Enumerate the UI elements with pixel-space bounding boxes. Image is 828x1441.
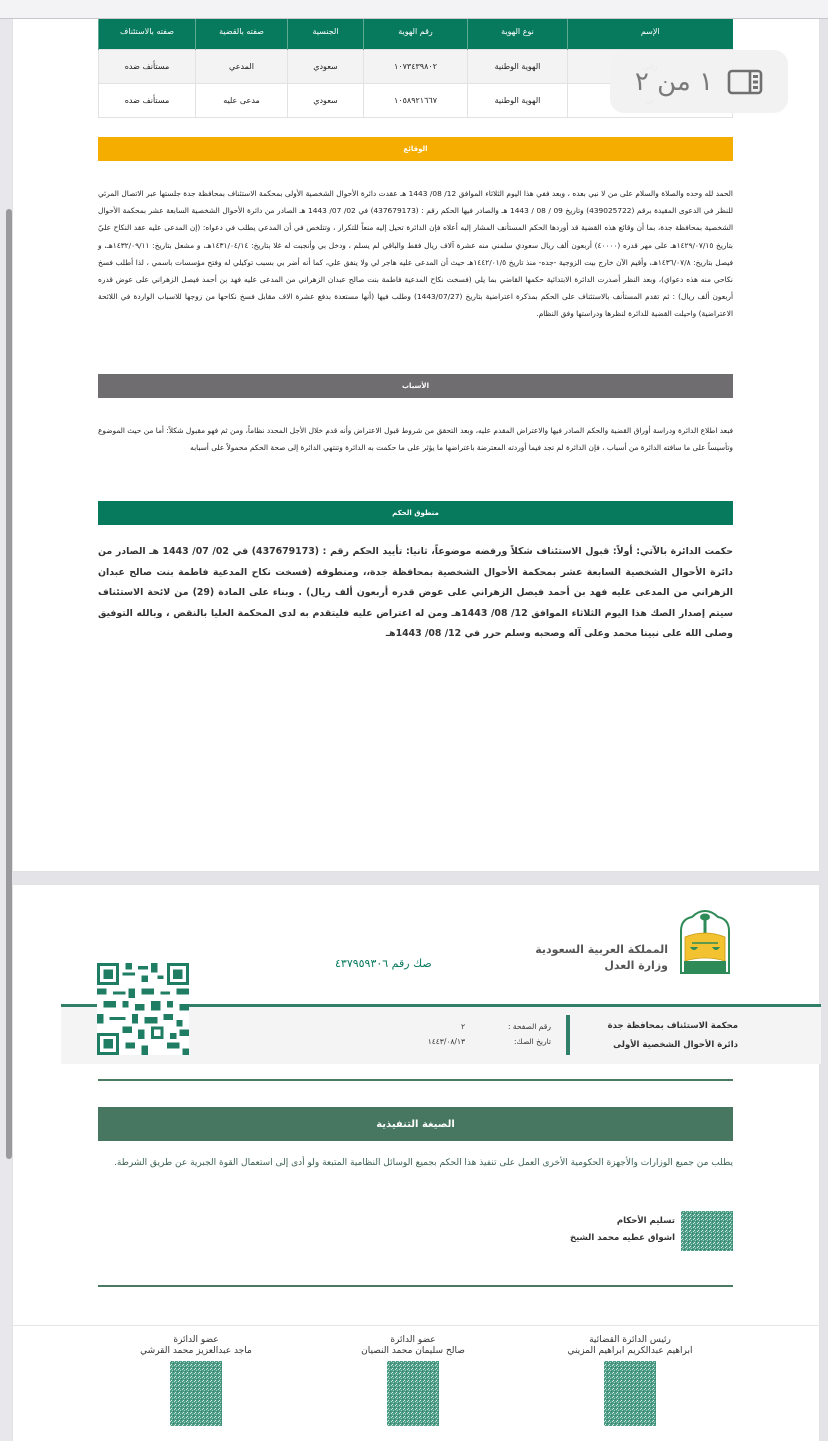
cell-case-role: مدعى عليه xyxy=(196,83,288,117)
page-number-row xyxy=(393,1019,551,1034)
cell-id-type: الهوية الوطنية xyxy=(468,83,568,117)
delivery-title: تسليم الأحكام xyxy=(616,1216,675,1226)
cell-case-role: المدعي xyxy=(196,49,288,83)
cell-appeal-role: مستأنف ضده xyxy=(99,49,196,83)
delivery-officer xyxy=(483,1213,675,1247)
court-divider xyxy=(566,1015,570,1055)
signature-role: عضو الدائرة xyxy=(173,1335,219,1345)
cell-id-number: ١٠٧٣٤٣٩٨٠٢ xyxy=(364,49,468,83)
viewer-top-bar xyxy=(0,0,828,19)
kingdom-name: المملكة العربية السعودية xyxy=(535,943,668,956)
deed-number: صك رقم ٤٣٧٩٥٩٣٠٦ xyxy=(335,957,432,970)
col-id-number: رقم الهوية xyxy=(364,15,468,49)
page-indicator-text: ١ من ٢ xyxy=(634,66,714,97)
signature-member-1 xyxy=(303,1335,523,1426)
col-case-role: صفته بالقضية xyxy=(196,15,288,49)
page-number-label: رقم الصفحة : xyxy=(507,1022,551,1031)
reasons-section-header: الأسباب xyxy=(98,374,733,398)
cell-id-type: الهوية الوطنية xyxy=(468,49,568,83)
signature-role: رئيس الدائرة القضائية xyxy=(589,1335,671,1345)
signature-stamp-code xyxy=(170,1361,222,1426)
col-appeal-role: صفته بالاستئناف xyxy=(99,15,196,49)
delivery-name: اشواق عطيه محمد الشيخ xyxy=(569,1233,675,1243)
facts-section-header: الوقائع xyxy=(98,137,733,161)
qr-code[interactable] xyxy=(97,963,189,1055)
page-indicator[interactable] xyxy=(610,50,788,113)
deed-date-label: تاريخ الصك: xyxy=(513,1037,551,1046)
court-details xyxy=(573,1017,738,1055)
col-nationality: الجنسية xyxy=(288,15,364,49)
cell-nationality: سعودي xyxy=(288,49,364,83)
cell-nationality: سعودي xyxy=(288,83,364,117)
deed-meta xyxy=(393,1019,551,1049)
court-name: محكمة الاستئناف بمحافظة جدة xyxy=(607,1021,738,1031)
signature-role: عضو الدائرة xyxy=(390,1335,436,1345)
signature-stamp-code xyxy=(604,1361,656,1426)
execution-section-header: الصيغة التنفيذية xyxy=(98,1107,733,1141)
sidebar-panel-icon[interactable] xyxy=(727,69,763,95)
document-page-2 xyxy=(12,884,820,1441)
facts-text: الحمد لله وحده والصلاة والسلام على من لا نبي بعده ، وبعد ففي هذا اليوم الثلاثاء الموافق 12/ 08/ 1443 هـ عقدت دائرة الأحوال الشخصية الأولى بمحكمة الاستئناف بمحافظة جدة جلستها عبر الاتصال المرئي للنظر في الدعوى المقيدة برقم (439025722) وتاريخ 09 / 08 / 1443 هـ والصادر فيها الحكم رقم : (437679173) في 02/ 07/ 1443 هـ الصادر من دائرة الأحوال الشخصية السابعة عشر بمحكمة الأحوال الشخصية بمحافظة جدة، بما أن وقائع هذه القضية قد أوردها الحكم المستأنف المشار إليه أعلاه فإن الدائرة تحيل إليه منعاً للتكرار ، وتتلخص في أن المدعي يطلب في دعواه: (إن المدعى عليه عقد النكاح عليّ بتاريخ ١٤٢٩/٠٧/١٥هـ على مهر قدره (٤٠٠٠٠) أربعون ألف ريال سعودي سلمني منه عشرة آلاف ريال فقط والباقي لم يسلم ، ودخل بي وأنجبت له غلا بتاريخ: ١٤٣١/٠٤/١٤هـ، و مشعل بتاريخ: ١٤٣٢/٠٩/١١هـ، و فيصل بتاريخ: ١٤٣٦/٠٧/٨هـ، وأقيم الآن خارج بيت الزوجية -جده- منذ تاريخ ١٤٤٢/٠١/٥هـ حيث أن المدعى عليه هاجر لي ولا ينفق علي، كما أنه أضر بي بسبب توكيلي له وفتح مؤسسات باسمي ، لذا أطلب فسخ نكاحي منه هذه دعواي)، وبعد النظر أصدرت الدائرة الابتدائية حكمها القاضي بما يلي (فسخت نكاح المدعية فاطمة بنت صالح عبدان الزهراني من المدعى عليه فهد بن أحمد فيصل الزهراني على عوض قدره أربعون ألف ريال) : ثم تقدم المستأنف بالاستئناف على الحكم بمذكرة اعتراضية بتاريخ (1443/07/27) وطلب فيها (أنها مستعدة بدفع عشرة الاف مقابل فسخ نكاحها من زوجها للاسباب الواردة في اللائحة الاعتراضية) واحيلت القضية للدائرة لنظرها ودراستها وفق النظام. xyxy=(98,189,733,319)
col-id-type: نوع الهوية xyxy=(468,15,568,49)
signature-name: صالح سليمان محمد النصيان xyxy=(361,1346,465,1356)
signature-member-2 xyxy=(86,1335,306,1426)
execution-text: يطلب من جميع الوزارات والأجهزة الحكومية الأخرى العمل على تنفيذ هذا الحكم بجميع الوسائل النظامية المتبعة ولو أدى إلى استعمال القوة الجبرية عن طريق الشرطة. xyxy=(114,1158,733,1168)
signature-stamp-code xyxy=(387,1361,439,1426)
signature-head xyxy=(520,1335,740,1426)
page-number-value: ٢ xyxy=(460,1022,465,1031)
signature-name: ابراهيم عبدالكريم ابراهيم المزيني xyxy=(567,1346,693,1356)
circuit-name: دائرة الأحوال الشخصية الأولى xyxy=(613,1040,738,1050)
document-page-1 xyxy=(12,0,820,872)
reasons-text: فبعد اطلاع الدائرة ودراسة أوراق القضية والحكم الصادر فيها والاعتراض المقدم عليه، وبعد التحقق من شروط قبول الاعتراض وأنه قدم خلال الأجل المحدد نظاماً، ومن ثم فهو مقبول شكلاً: أما من حيث الموضوع وتأسيساً على ما سافته الدائرة من أسباب ، فإن الدائرة لم تجد فيما أوردته المعترضة باعتراضها ما يؤثر على ما حكمت به الدائرة وتنتهي الدائرة إلى صحة الحكم محمولاً على أسبابه xyxy=(98,426,733,453)
issuer-heading xyxy=(503,943,668,972)
deed-date-row xyxy=(393,1034,551,1049)
verdict-text: حكمت الدائرة بالآتي: أولاً: قبول الاستئناف شكلاً ورفضه موضوعاً، ثانيا: تأييد الحكم رقم : (437679173) في 02/ 07/ 1443 هـ الصادر من دائرة الأحوال الشخصية السابعة عشر بمحكمة الأحوال الشخصية بمحافظة جدة،، ومنطوقه (فسخت نكاح المدعية فاطمة بنت صالح عبدان الزهراني من المدعى عليه فهد بن أحمد فيصل الزهراني على عوض قدره أربعون ألف ريال) . وبناء على المادة (29) من لائحة الاستئناف سيتم إصدار الصك هذا اليوم الثلاثاء الموافق 12/ 08/ 1443هـ ومن له اعتراض عليه فليتقدم به لدى المحكمة العليا بالنقض ، وبالله التوفيق وصلى الله على نبينا محمد وعلى آله وصحبه وسلم حرر في 12/ 08/ 1443هـ xyxy=(98,546,733,639)
section-divider xyxy=(98,1285,733,1287)
cell-appeal-role: مستأنف ضده xyxy=(99,83,196,117)
signature-name: ماجد عبدالعزيز محمد القرشي xyxy=(140,1346,252,1356)
table-header-row xyxy=(99,15,733,49)
footer-divider xyxy=(13,1325,821,1326)
cell-id-number: ١٠٥٨٩٢١٦٦٧ xyxy=(364,83,468,117)
col-name: الإسم xyxy=(568,15,733,49)
delivery-stamp-code xyxy=(681,1211,733,1251)
deed-date-value: ١٤٤٣/٠٨/١٣ xyxy=(427,1037,465,1046)
ministry-of-justice-logo xyxy=(678,909,732,975)
section-divider xyxy=(98,1079,733,1081)
ministry-name: وزارة العدل xyxy=(604,959,668,972)
scrollbar-track[interactable] xyxy=(0,19,12,1441)
verdict-section-header: منطوق الحكم xyxy=(98,501,733,525)
